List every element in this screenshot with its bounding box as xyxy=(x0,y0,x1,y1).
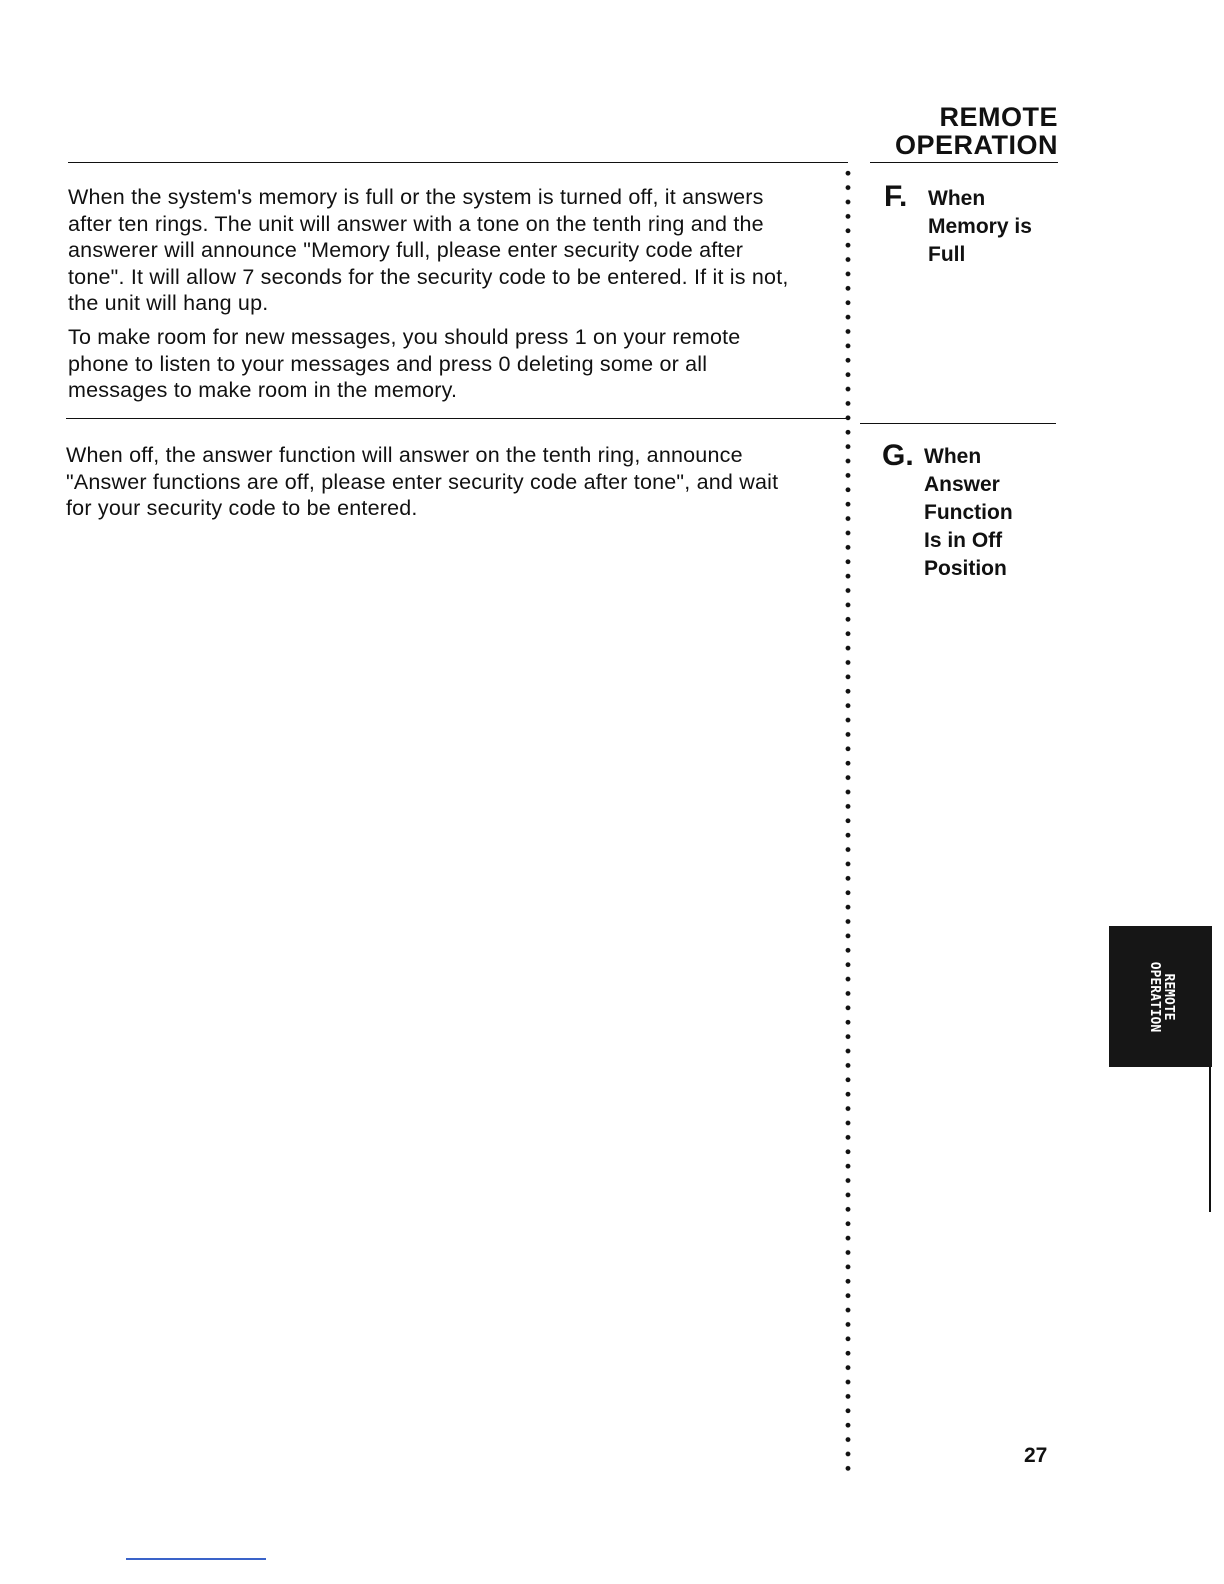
section-f-heading-line: Full xyxy=(928,243,966,266)
section-divider-right xyxy=(860,423,1056,424)
section-g-heading-line: Function xyxy=(924,501,1013,524)
section-g-heading xyxy=(924,443,1013,583)
side-tab-edge-line xyxy=(1209,1067,1211,1212)
dotted-column-separator xyxy=(843,166,853,1472)
page-header-title xyxy=(895,103,1058,159)
section-f-letter: F. xyxy=(884,180,908,213)
side-tab-line1: REMOTE xyxy=(1160,973,1176,1020)
section-divider xyxy=(66,418,848,419)
section-g-heading-line: Position xyxy=(924,557,1007,580)
chapter-side-tab xyxy=(1109,926,1212,1067)
section-f-paragraph-2: To make room for new messages, you should press 1 on your remote phone to listen to your messages and press 0 deleting some or all messages to make room in the memory. xyxy=(68,325,741,402)
page-number: 27 xyxy=(1024,1444,1048,1467)
footer-mark xyxy=(126,1558,266,1560)
side-tab-line2: OPERATION xyxy=(1146,961,1162,1032)
section-g-heading-line: Answer xyxy=(924,473,1000,496)
section-g-paragraph-1: When off, the answer function will answer on the tenth ring, announce "Answer functions are off, please enter security code after tone", and wait for your security code to be entered. xyxy=(66,443,779,520)
section-f-paragraph-1: When the system's memory is full or the system is turned off, it answers after ten rings. The unit will answer with a tone on the tenth ring and the answerer will announce "Memory full, please enter security code after tone". It will allow 7 seconds for the security code to be entered. If it is not, the unit will hang up. xyxy=(68,185,789,315)
section-f-heading xyxy=(928,185,1032,269)
section-g-heading-line: Is in Off xyxy=(924,529,1003,552)
side-tab-label xyxy=(1147,961,1175,1031)
section-g-heading-line: When xyxy=(924,445,982,468)
section-f-heading-line: Memory is xyxy=(928,215,1032,238)
top-divider xyxy=(68,162,848,163)
header-title-line2: OPERATION xyxy=(894,130,1058,160)
top-divider-right xyxy=(870,162,1058,163)
section-f-heading-line: When xyxy=(928,187,986,210)
header-title-line1: REMOTE xyxy=(939,102,1058,132)
section-g-letter: G. xyxy=(882,439,914,472)
